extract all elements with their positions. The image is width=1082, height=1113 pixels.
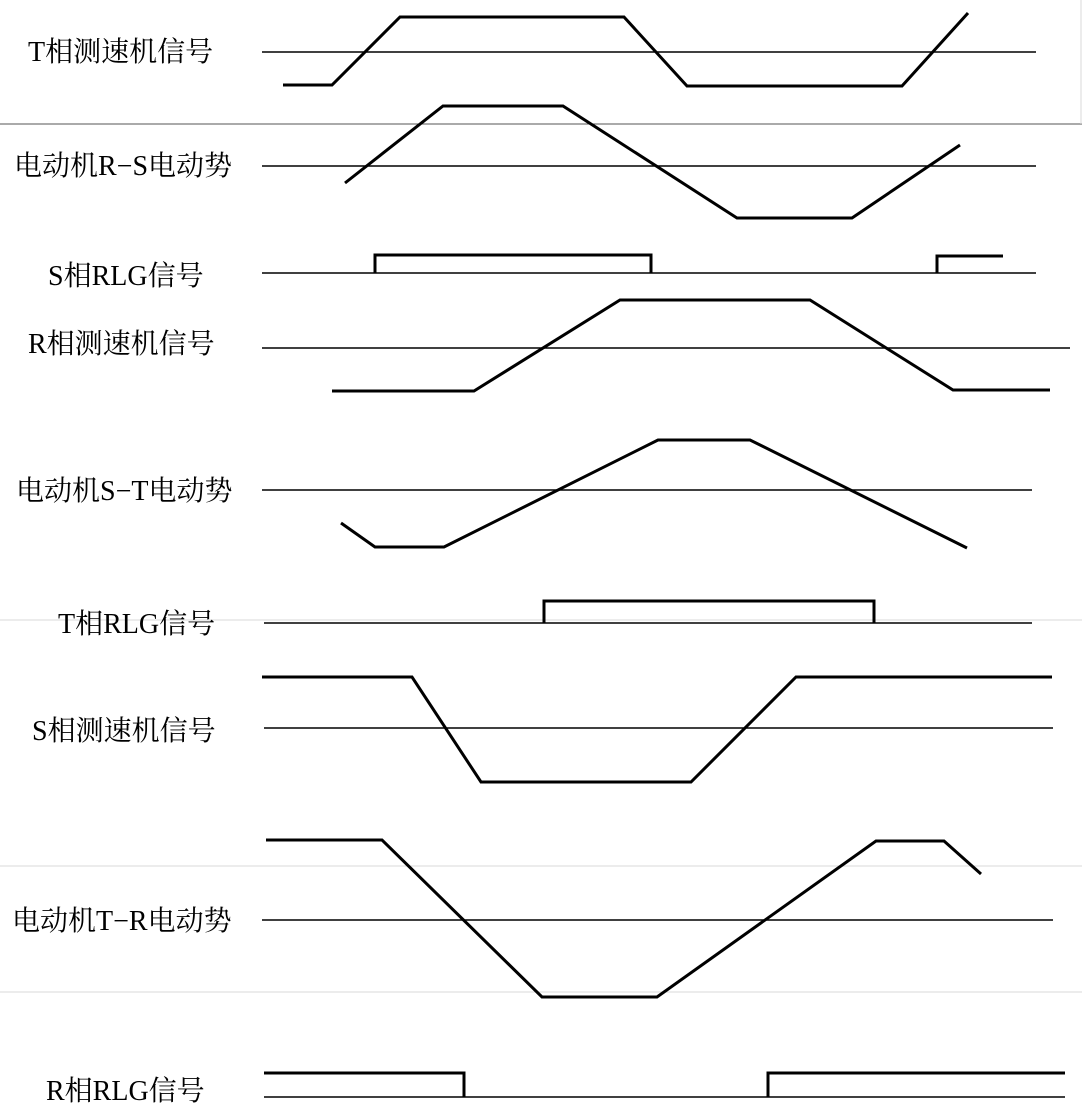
signal-r-tach xyxy=(28,300,1070,391)
waveform xyxy=(332,300,1050,391)
pulse xyxy=(375,255,651,273)
pulse xyxy=(264,1073,464,1097)
waveform xyxy=(262,677,1052,782)
signal-tr-emf xyxy=(12,840,1053,997)
signal-label-s-rlg: S相RLG信号 xyxy=(48,261,204,292)
signal-t-tach xyxy=(28,13,1036,86)
signal-label-st-emf: 电动机S−T电动势 xyxy=(16,476,233,507)
signal-rs-emf xyxy=(14,106,1036,218)
waveform xyxy=(266,840,981,997)
signal-label-tr-emf: 电动机T−R电动势 xyxy=(12,906,232,937)
signal-label-r-rlg: R相RLG信号 xyxy=(46,1076,205,1107)
signal-s-rlg xyxy=(48,255,1036,292)
signal-st-emf xyxy=(16,440,1032,548)
signal-label-t-rlg: T相RLG信号 xyxy=(58,609,216,640)
signal-label-rs-emf: 电动机R−S电动势 xyxy=(14,151,233,182)
signal-label-s-tach: S相测速机信号 xyxy=(32,716,216,747)
waveform xyxy=(345,106,960,218)
waveform xyxy=(341,440,967,548)
pulse xyxy=(937,256,1003,273)
signal-r-rlg xyxy=(46,1073,1065,1107)
pulse xyxy=(768,1073,1065,1097)
signal-label-r-tach: R相测速机信号 xyxy=(28,329,215,360)
signal-s-tach xyxy=(32,677,1053,782)
waveform xyxy=(283,13,968,86)
signal-label-t-tach: T相测速机信号 xyxy=(28,37,214,68)
